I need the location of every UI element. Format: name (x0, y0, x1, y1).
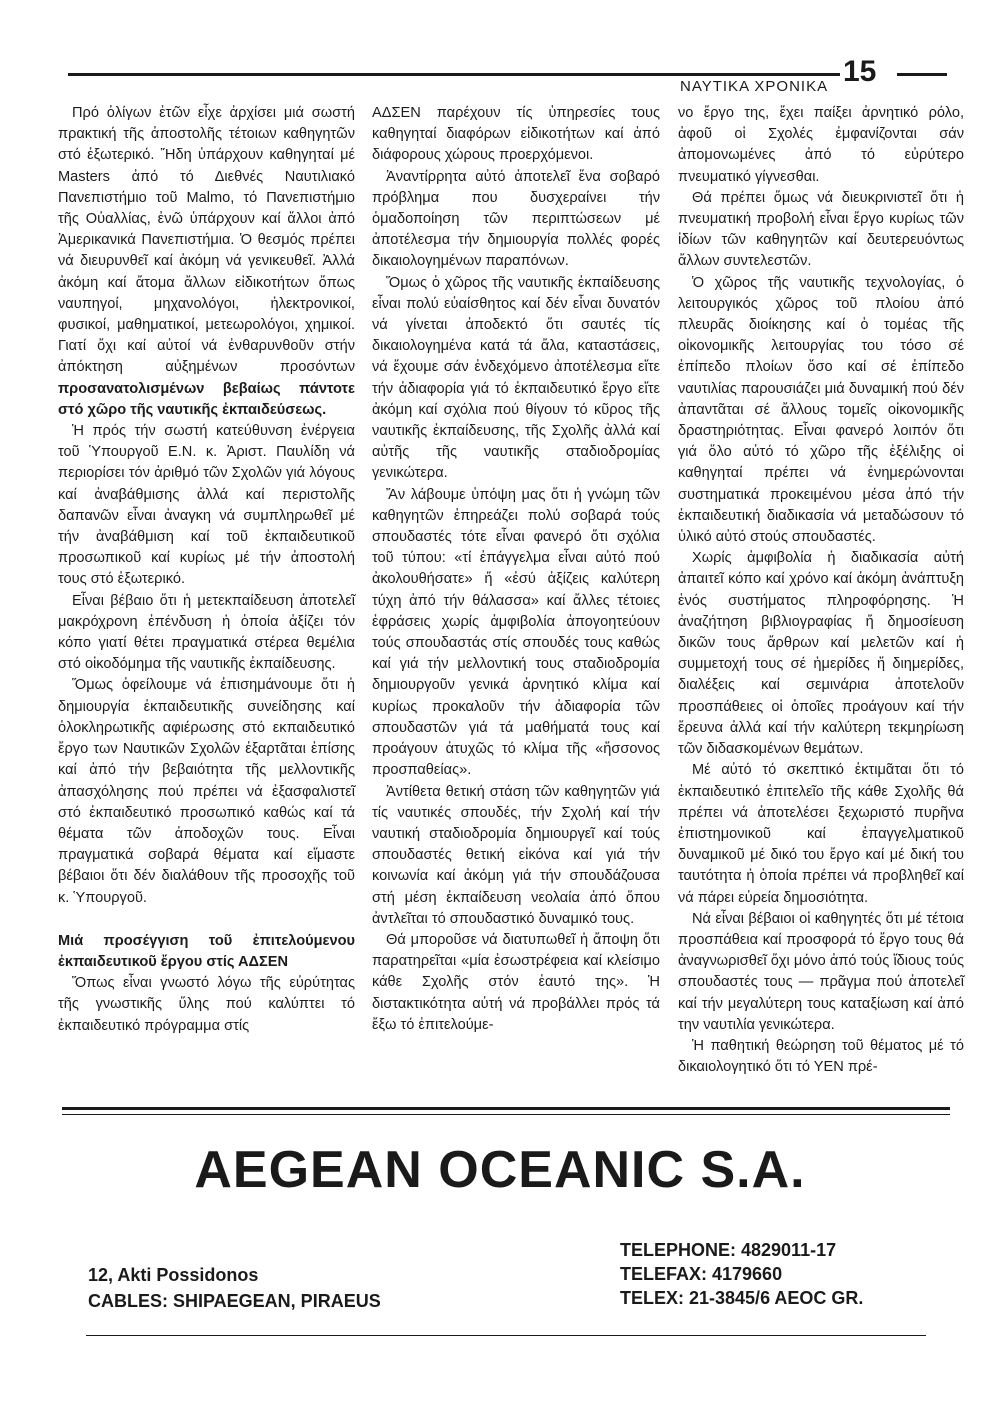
header-rule (68, 73, 840, 76)
ad-address: 12, Akti Possidonos (88, 1265, 259, 1285)
paragraph: ΑΔΣΕΝ παρέχουν τίς ὑπηρεσίες τους καθηγηταί διαφόρων εἰδικοτήτων καί ἀπό διάφορους χώρους προερχόμενοι. (372, 105, 660, 164)
ad-telefax: TELEFAX: 4179660 (620, 1264, 783, 1284)
ad-telex: TELEX: 21-3845/6 AEOC GR. (620, 1288, 864, 1308)
paragraph: Θά μποροῦσε νά διατυπωθεῖ ἡ ἄποψη ὅτι παρατηρεῖται «μία ἐσωστρέφεια καί κλείσιμο κάθε Σχολῆς στόν ἑαυτό της». Ἡ διστακτικότητα αὐτή νά προβάλλει πρός τά ἔξω τό ἐπιτελούμε- (372, 931, 660, 1033)
magazine-name: ΝΑΥΤΙΚΑ ΧΡΟΝΙΚΑ (680, 78, 829, 95)
ad-address-block (88, 1262, 381, 1314)
ad-contact-block (620, 1238, 863, 1310)
paragraph: Ὁ χῶρος τῆς ναυτικῆς τεχνολογίας, ὁ λειτουργικός χῶρος τοῦ πλοίου ἀπό πλευρᾶς διοίκησης καί ὁ τομέας τῆς οἰκονομικῆς λειτουργίας του τόσο σέ ἐπίπεδο πλοίων ὅσο καί σέ ἐπίπεδο ναυτιλίας παρουσιάζει μιά δυναμική πού δέν ἀπαντᾶται σέ ἄλλους τομεῖς οἰκονομικῆς δραστηριότητας. Εἶναι φανερό λοιπόν ὅτι γιά ὅλο αὐτό τό χῶρο τῆς ἐξέλιξης οἱ καθηγηταί πρέπει νά ἐνημερώνονται συστηματικά προκειμένου μέσα ἀπό τήν ἐκπαιδευτική διαδικασία νά μεταδώσουν τό ὑλικό αὐτό στούς σπουδαστές. (678, 274, 964, 546)
paragraph: Ἄν λάβουμε ὑπόψη μας ὅτι ἡ γνώμη τῶν καθηγητῶν ἐπηρεάζει πολύ σοβαρά τούς σπουδαστές τότε εἶναι φανερό ὅτι σχόλια τοῦ τύπου: «τί ἐπάγγελμα εἶναι αὐτό πού ἀκολουθήσατε» ἤ «ἐσύ ἀξίζεις καλύτερη τύχη ἀπό τήν θάλασσα» καί ἄλλες τέτοιες ἐφράσεις χωρίς ἀμφιβολία ἀπογοητεύουν τούς σπουδαστάς στίς σπουδές τους καθώς καί γιά τήν μελλοντική τους σταδιοδρομία δημιουργοῦν γενικά ἀρνητικό κλίμα καί κυρίως προκαλοῦν τήν ἀδιαφορία τῶν σπουδαστῶν γιά τά μαθήματά τους καί προάγουν ἀτυχῶς τό κλίμα τῆς «ἥσσονος προσπαθείας». (372, 486, 660, 779)
paragraph: Μέ αὐτό τό σκεπτικό ἐκτιμᾶται ὅτι τό ἐκπαιδευτικό ἐπιτελεῖο τῆς κάθε Σχολῆς θά πρέπει νά ἀποτελέσει ξεχωριστό πυρῆνα ἐπιστημονικοῦ καί ἐπαγγελματικοῦ δυναμικοῦ μέ δικό του ἔργο καί μέ δική του ταυτότητα ἡ ὁποία πρέπει νά προβληθεῖ καί νά πάρει εὐρεία δημοσιότητα. (678, 762, 964, 906)
paragraph: Θά πρέπει ὅμως νά διευκρινιστεῖ ὅτι ἡ πνευματική προβολή εἶναι ἔργο κυρίως τῶν ἰδίων τῶν καθηγητῶν καί δευτερευόντως ἄλλων συντελεστῶν. (678, 189, 964, 270)
ad-bottom-rule (86, 1335, 926, 1336)
paragraph: Ἡ παθητική θεώρηση τοῦ θέματος μέ τό δικαιολογητικό ὅτι τό ΥΕΝ πρέ- (678, 1037, 964, 1076)
section-subheading: Μιά προσέγγιση τοῦ ἐπιτελούμενου ἐκπαιδευτικοῦ ἔργου στίς ΑΔΣΕΝ (58, 932, 355, 970)
paragraph: Νά εἶναι βέβαιοι οἱ καθηγητές ὅτι μέ τέτοια προσπάθεια καί προσφορά τό ἔργο τους θά ἀναγνωρισθεῖ ὄχι μόνο ἀπό τούς ἴδιους τούς σπουδαστές τους — πρᾶγμα πού ἀποτελεῖ καί τήν μεγαλύτερη τους καταξίωση καί ἀπό την ναυτιλία γενικώτερα. (678, 910, 964, 1033)
paragraph: Χωρίς ἀμφιβολία ἡ διαδικασία αὐτή ἀπαιτεῖ κόπο καί χρόνο καί ἀκόμη ἀνάπτυξη ἑνός συστήματος πληροφόρησης. Ἡ ἀναζήτηση βιβλιογραφίας ἤ δημοσίευση δικῶν τους ἄρθρων καί μελετῶν καί ἡ συμμετοχή τους σέ ἡμερίδες ἤ διημερίδες, διαλέξεις καί σεμινάρια ἀποτελοῦν προσπάθειες οἱ ὁποῖες προάγουν καί τήν ἔρευνα ἀλλά καί τήν καλύτερη τεκμηρίωση τῶν διδασκομένων θεμάτων. (678, 550, 964, 758)
article-column-3 (678, 103, 964, 1078)
bold-phrase: προσανατολισμένων βεβαίως πάντοτε στό χῶρο τῆς ναυτικῆς ἐκπαιδεύσεως. (58, 380, 355, 418)
page-number: 15 (843, 55, 877, 88)
paragraph: Ἀντίθετα θετική στάση τῶν καθηγητῶν γιά τίς ναυτικές σπουδές, τήν Σχολή καί τήν ναυτική σταδιοδρομία δημιουργεῖ καί τούς σπουδαστές θετική εἰκόνα καί γιά τήν κοινωνία καί ἀκόμη γιά τήν σπουδάζουσα στή μέση ἐκπαίδευση νεολαία ἀπό ὅπου ἀντλεῖται τό σπουδαστικό δυναμικό τους. (372, 783, 660, 927)
ad-cables: CABLES: SHIPAEGEAN, PIRAEUS (88, 1291, 381, 1311)
paragraph: Ὅπως εἶναι γνωστό λόγω τῆς εὐρύτητας τῆς γνωστικῆς ὕλης πού καλύπτει τό ἐκπαιδευτικό πρόγραμμα στίς (58, 975, 355, 1034)
ad-telephone: TELEPHONE: 4829011-17 (620, 1240, 837, 1260)
paragraph: Πρό ὀλίγων ἐτῶν εἶχε ἀρχίσει μιά σωστή πρακτική τῆς ἀποστολῆς τέτοιων καθηγητῶν στό ἐξωτερικό. Ἤδη ὑπάρχουν καθηγηταί μέ Masters ἀπό τό Διεθνές Ναυτιλιακό Πανεπιστήμιο τοῦ Malmo, τό Πανεπιστήμιο τῆς Οὐαλλίας, ἐνῶ ὑπάρχουν καί ἄλλοι ἀπό Ἀμερικανικά Πανεπιστήμια. Ὁ θεσμός πρέπει νά διευρυνθεῖ καί ἀκόμη νά γενικευθεῖ. Ἀλλά ἀκόμη καί ἄτομα ἄλλων εἰδικοτήτων ὅπως ναυπηγοί, μηχανολόγοι, ἠλεκτρονικοί, φυσικοί, μαθηματικοί, μετεωρολόγοι, χημικοί. Γιατί ὄχι καί αὐτοί νά ἐνθαρυνθοῦν στήν ἀπόκτηση αὐξημένων προσόντων προσανατολισμένων βεβαίως πάντοτε στό χῶρο τῆς ναυτικῆς ἐκπαιδεύσεως. (58, 105, 355, 418)
article-column-2 (372, 103, 660, 1036)
paragraph: Εἶναι βέβαιο ὅτι ἡ μετεκπαίδευση ἀποτελεῖ μακρόχρονη ἐπένδυση ἡ ὁποία ἀξίζει τόν κόπο γιατί θέτει πραγματικά στέρεα θεμέλια στό οἰκοδόμημα τῆς ναυτικῆς ἐκπαίδευσης. (58, 592, 355, 673)
paragraph: Ὅμως ὁ χῶρος τῆς ναυτικῆς ἐκπαίδευσης εἶναι πολύ εὐαίσθητος καί δέν εἶναι δυνατόν νά γίνεται ἀποδεκτό ὅτι σαυτές τίς δικαιολογημένα κατά τά ἄλα, καταστάσεις, νά ἔχουμε σάν ἐνδεχόμενο ἀποτέλεσμα εἴτε τήν ἀδιαφορία γιά τό ἐκπαιδευτικό ἔργο εἴτε ἀκόμη καί σχόλια πού θίγουν τό κῦρος τῆς ναυτικῆς ἐκπαίδευσης, τῆς Σχολῆς ἀλλά καί αὐτῆς τῆς ναυτικῆς σταδιοδρομίας γενικώτερα. (372, 274, 660, 482)
paragraph: νο ἔργο της, ἔχει παίξει ἀρνητικό ρόλο, ἀφοῦ οἱ Σχολές ἐμφανίζονται σάν ἀπομονωμένες ἀπό τό εὐρύτερο πνευματικό γίγνεσθαι. (678, 105, 964, 185)
ad-company-name: AEGEAN OCEANIC S.A. (194, 1141, 806, 1199)
ad-top-rule (62, 1107, 950, 1110)
ad-top-rule-thin (62, 1114, 950, 1115)
paragraph: Ὅμως ὀφείλουμε νά ἐπισημάνουμε ὅτι ἡ δημιουργία ἐκπαιδευτικῆς συνείδησης καί ὁλοκληρωτικῆς αφιέρωσης στό εκπαιδευτικό ἔργο των Ναυτικῶν Σχολῶν ἐξαρτᾶται ἐπίσης καί ἀπό τήν βεβαιότητα τῆς μελλοντικῆς ἀπασχόλησης πού πρέπει νά ἐξασφαλιστεῖ στό ἐκπαιδευτικό προσωπικό καθώς καί τά θέματα τῶν ἀποδοχῶν τους. Εἶναι πραγματικά σοβαρά θέματα καί εἴμαστε βέβαιοι ὅτι δέν διαλάθουν τῆς προσοχῆς τοῦ κ. Ὑπουργοῦ. (58, 677, 355, 906)
article-column-1 (58, 103, 355, 1037)
header-rule-right (897, 73, 947, 76)
paragraph: Ἡ πρός τήν σωστή κατεύθυνση ἐνέργεια τοῦ Ὑπουργοῦ Ε.Ν. κ. Ἀριστ. Παυλίδη νά περιορίσει τόν ἀριθμό τῶν Σχολῶν γιά λόγους καί ἀναβάθμισης ἀλλά καί περιστολῆς δαπανῶν εἶναι ἀναγκη νά συμπληρωθεῖ μέ τήν ἀναβάθμιση καί τοῦ ἐκπαιδευτικοῦ προσωπικοῦ καί κυρίως μέ τήν ἀποστολή τους στό ἐξωτερικό. (58, 423, 355, 588)
paragraph: Ἀναντίρρητα αὐτό ἀποτελεῖ ἕνα σοβαρό πρόβλημα που δυσχεραίνει τήν ὁμαδοποίηση τῶν περιπτώσεων μέ ἀποτέλεσμα τήν δημιουργία πολλές φορές δικαιολογημένων παραπόνων. (372, 168, 660, 270)
